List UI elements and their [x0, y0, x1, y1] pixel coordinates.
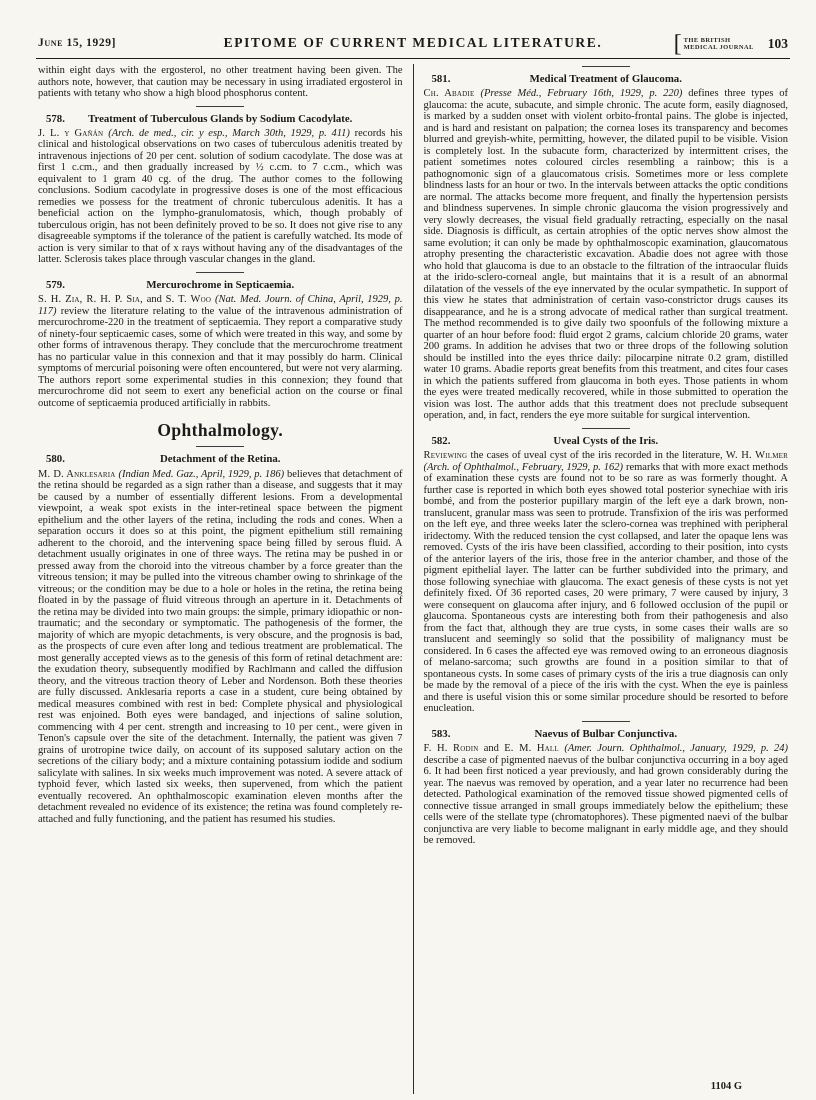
page-number: 103 [767, 36, 788, 51]
small-caps-text: S. H. Zia, R. H. P. Sia, [38, 294, 144, 306]
entry-divider [582, 721, 630, 722]
article-title: Detachment of the Retina. [159, 453, 281, 466]
columns [38, 64, 788, 1094]
small-caps-text: F. H. Rodin [423, 743, 479, 755]
article-title: Naevus of Bulbar Conjunctiva. [534, 727, 678, 740]
small-caps-text: Reviewing [423, 450, 468, 462]
body-text: remarks that with more exact methods of examination these cysts are found not to be so rare as was formerly thought. A further case is reported in which both eyes showed total posterior synechiae with iris bombé, and from the posterior pupillary margin of the left eye a dark brown, non-translucent, granular mass was seen to protrude. Transfixion of the iris was performed on the left eye, and three weeks later the sclero-cornea was trephined with peripheral iridectomy. With the reduced tension the cyst collapsed, and later the opaque lens was removed. Cysts of the iris have been classified, according to their position, into cysts of the anterior layers of the iris, those free in the anterior chamber, and those of the pigment epithelial layer. The latter can be further subdivided into the primary, and those following synechiae with glaucoma. The exact genesis of these cysts is not yet definitely fixed. Of 36 reported cases, 20 were primary, 7 were caused by injury, 3 were consequent on glaucoma after injury, and 6 followed occlusion of the pupil or glaucoma. Spontaneous cysts are interesting both from their pathogenesis and also from the fact that, although they are true cysts, in some cases their walls are so translucent and seemingly so solid that the possibility of malignancy must be considered. In 6 cases the affected eye was removed owing to an erroneous diagnosis of melano-sarcoma; such growths are found in a position similar to that of spontaneous cysts. In some cases of primary cysts of the iris a true diagnosis can only be made by the removal of a piece of the iris with the cyst. When the eye is painless and there is useful vision this or some similar procedure should be resorted to before enucleation. [423, 461, 788, 715]
article-heading-578 [38, 113, 403, 125]
article-title: Mercurochrome in Septicaemia. [146, 278, 295, 291]
citation-text: (Arch. of Ophthalmol., February, 1929, p. 162) [423, 461, 624, 473]
issue-date: June 15, 1929] [38, 37, 116, 49]
article-heading-583 [424, 728, 789, 740]
article-body-580 [38, 469, 403, 826]
citation-text: (Amer. Journ. Ophthalmol., January, 1929, p. 24) [564, 743, 788, 755]
entry-divider [196, 106, 244, 107]
small-caps-text: M. D. Anklesaria [38, 468, 119, 480]
printer-mark: 1104 G [710, 1081, 742, 1092]
journal-masthead [674, 33, 788, 55]
article-number: 578. [46, 112, 65, 125]
article-heading-582 [424, 435, 789, 447]
article-heading-580 [38, 453, 403, 465]
entry-divider [582, 428, 630, 429]
page-title: EPITOME OF CURRENT MEDICAL LITERATURE. [223, 35, 603, 50]
entry-divider [582, 66, 630, 67]
article-title: Medical Treatment of Glaucoma. [529, 73, 682, 85]
entry-divider [196, 446, 244, 447]
small-caps-text: J. L. y Gañán [38, 127, 109, 139]
body-text: defines three types of glaucoma: the acute, subacute, and simple chronic. The acute form, easily diagnosed, is marked by a sudden onset with violent orbito-frontal pains. The globe is injected, and is hard and resistant on palpation; the cornea loses its transparency and becomes blurred and greyish-white, permitting, however, the dilated pupil to be visible. Vision is completely lost. In the subacute form, characterized by intermittent crises, the patient sometimes notes coloured circles resembling a rainbow; this is a pathognomonic sign of a glaucomatous crisis. Sometimes more or less complete blindness lasts for an hour or two. In the intervals between attacks the optic conditions are normal. The attacks become more frequent, and finally the hypertension persists and blindness supervenes. In simple chronic glaucoma the vision progressively and very slowly decreases, the visual field gradually retracting, especially on the nasal side. Diagnosis is difficult, as certain atrophies of the optic nerves show almost the same evolution; it can only be made by ophthalmoscopic examination, glaucomatous atrophy presenting the characteristic excavation. Abadie does not agree with those who hold that glaucoma is due to an obstacle to the filtration of the intraocular fluids at the irido-sclero-corneal angle, but maintains that it is a result of an abnormal dilatation of the vessels of the eye innervated by the ocular sympathetic. In support of this view he states that administration of certain vaso-constrictor drugs causes its disappearance, and he is a strong advocate of medical rather than surgical treatment. The method recommended is to give daily two spoonfuls of the following mixture a quarter of an hour before food: fluid ergot 2 grams, calcium chloride 20 grams, water 200 grams. In addition he advises that two or three drops of the following solution should be instilled into the eyes thrice daily: pilocarpine nitrate 0.2 gram, distilled water 10 grams. Abadie reports great benefits from this treatment, and cites four cases in which the patients suffered from glaucoma in both eyes. Those patients in whom the eyes were treated medically recovered, while in those submitted to operation the vision was lost. The author adds that this treatment does not preclude subsequent operation, and, in fact, renders the eye more suitable for surgical intervention. [423, 88, 788, 422]
article-title: Uveal Cysts of the Iris. [553, 434, 659, 447]
small-caps-text: S. T. Woo [165, 294, 215, 306]
body-text: describe a case of pigmented naevus of the bulbar conjunctiva occurring in a boy aged 6. It had been first noticed a year previously, and had grown considerably during the year. The naevus was removed by operation, and a year later no recurrence had been detected. Pathological examination of the removed tissue showed pigmented cells of connective tissue arranged in small groups immediately below the epithelium; these cells were of the stellate type (chromatophores). These pigmented naevi of the bulbar conjunctiva are very liable to become malignant in early middle age, and they should be removed. [423, 754, 788, 847]
article-body-582 [424, 450, 789, 715]
article-number: 583. [431, 727, 451, 740]
body-text: and [478, 743, 505, 755]
article-heading-579 [38, 279, 403, 291]
article-body-583 [424, 743, 789, 847]
citation-text: (Presse Méd., February 16th, 1929, p. 220) [480, 88, 683, 100]
body-text: the cases of uveal cyst of the iris recorded in the literature, [467, 450, 726, 462]
right-column [424, 64, 789, 1094]
article-body-581 [424, 88, 789, 422]
entry-divider [196, 272, 244, 273]
small-caps-text: W. H. Wilmer [725, 450, 788, 462]
section-heading-ophthalmology: Ophthalmology. [157, 420, 284, 441]
journal-name-line1: THE BRITISH [683, 36, 731, 44]
body-text: and [143, 294, 166, 306]
article-body-578 [38, 128, 403, 266]
body-text: believes that detachment of the retina should be regarded as a sign rather than a disease, and suggests that it may be caused by a number of essentially different lesions. From a developmental viewpoint, a weak spot exists in the inter-retineal space between the pigment epithelium and the other layers of the retina, including the rods and cones. When a separation occurs it does so at this point, the pigment epithelium still remaining adherent to the choroid, and the intervening space being filled by serous fluid. A detachment usually originates in one of three ways. The retina may be pushed in or pressed away from the choroid into the vitreous chamber by a force greater than the vitreous tension; it may be pulled into the vitreous chamber owing to shrinkage of the vitreous; or the condition may be due to a hole or holes in the retina, the retina being floated in by the passage of fluid vitreous through an aperture in it. Detachments of the retina may be divided into two main groups: the simple, primary idiopathic or non-traumatic; and the secondary or symptomatic. The pathogenesis of the former, the majority of which are myopic detachments, is very obscure, and the prognosis is bad, as the prospects of cure even after long and tedious treatment are problematical. The most generally accepted views as to the genesis of this form of retinal detachment are: the exudation theory, subsequently modified by Rachlmann and called the diffusion theory, and the vitreous traction theory of Leber and Nordenson. Both these theories are fully discussed. Anklesaria reports a case in a student, cure being obtained by medical measures combined with rest in bed: Complete physical and physiological rest was enjoined. Both eyes were bandaged, and injections of saline solution, commencing with 4 per cent. strength and increasing to 10 per cent., were given in Tenon's capsule over the site of the detachment. Internally, the patient was given 7 grains of urotropine twice daily, on account of its supposed salutary action on the secretions of the ciliary body; and a mixture containing potassium iodide and sodium salicylate with salines. In six weeks much improvement was noted. A severe attack of typhoid fever, which lasted six weeks, then supervened, from which the patient eventually recovered. An ophthalmoscopic examination eleven months after the detachment revealed no evidence of its existence; the retina was found completely re-attached and fully functioning, and the patient has resumed his studies. [38, 468, 403, 825]
article-number: 580. [46, 453, 65, 466]
journal-name-line2: MEDICAL JOURNAL [683, 44, 754, 51]
citation-text: (Nat. Med. Journ. of China, April, 1929, p. 117) [38, 294, 403, 317]
journal-name [684, 37, 754, 52]
header-rule [36, 58, 790, 59]
article-number: 579. [46, 278, 65, 291]
article-body-579 [38, 294, 403, 409]
article-number: 582. [431, 434, 451, 447]
small-caps-text: Ch. Abadie [423, 88, 481, 100]
page-header [38, 33, 788, 57]
citation-text: (Indian Med. Gaz., April, 1929, p. 186) [118, 468, 285, 480]
small-caps-text: E. M. Hall [504, 743, 565, 755]
bracket-glyph: [ [673, 31, 682, 57]
left-column [38, 64, 403, 1094]
article-heading-581 [424, 73, 789, 85]
article-title: Treatment of Tuberculous Glands by Sodium Cacodylate. [88, 112, 353, 125]
body-text: records his clinical and histological observations on two cases of tuberculous adenitis treated by intravenous injections of 20 per cent. solution of sodium cacodylate. The dose was at first 1 c.cm., and then gradually increased by ½ c.cm. to 7 c.cm., which was equivalent to 1 gram 40 cg. of the drug. The author comes to the following conclusions. Sodium cacodylate in progressive doses is one of the most efficacious remedies we possess for the treatment of chronic tuberculous adenitis. It has a beneficial action on the lympho-granulomatosis, which, though probably of tuberculous origin, has not been definitely proved to be so. It does not give rise to any disagreeable symptoms if the tolerance of the patient is carefully watched. Its mode of action is very similar to that of x rays without having any of the disadvantages of the latter. Sclerosis takes place through vascular changes in the gland. [38, 127, 403, 266]
body-text: review the literature relating to the value of the intravenous administration of mercurochrome-220 in the treatment of septicaemia. They report a comparative study of ninety-four septicaemic cases, some of which were treated in this way, and some by other forms of intravenous therapy. They conclude that the mercurochrome treatment has no particular value in this connexion and that it may possibly do harm. Clinical symptoms of mercurial poisoning were often encountered, but were not very alarming. The authors report some experimental studies in this connexion; they found that mercurochrome did not seem to exert any beneficial action on the course or final outcome of septicaemia produced artificially in rabbits. [38, 305, 403, 409]
article-number: 581. [431, 73, 451, 85]
continuation-paragraph: within eight days with the ergosterol, no other treatment having been given. The authors note, however, that caution may be necessary in using irradiated ergosterol in patients with tetany who show a high blood phosphorus content. [38, 65, 403, 99]
citation-text: (Arch. de med., cir. y esp., March 30th, 1929, p. 411) [108, 127, 350, 139]
column-divider [413, 64, 414, 1094]
